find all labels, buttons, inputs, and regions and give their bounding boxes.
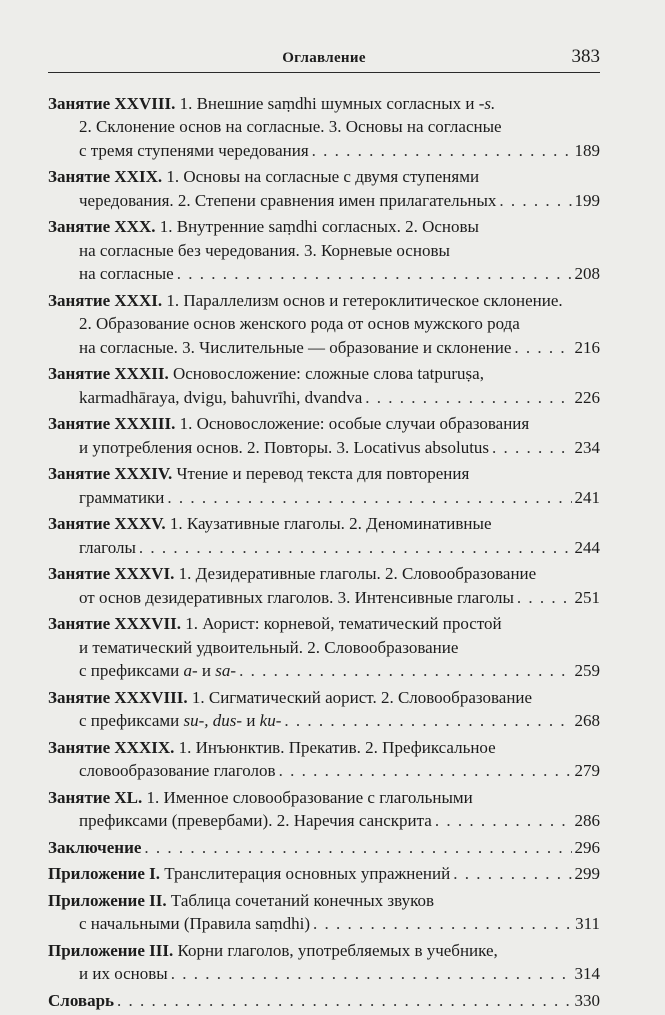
toc-entry[interactable] bbox=[48, 836, 600, 859]
toc-entry-page: 314 bbox=[574, 964, 600, 984]
dot-leader bbox=[171, 962, 572, 985]
toc-entry[interactable]: Занятие XXVIII. 1. Внешние saṃdhi шумных согласных и -s. 2. Склонение основ на согласные. 3. Основы на согласные с тремя ступенями чередования . . . 189 bbox=[48, 92, 600, 162]
toc-entry[interactable]: Приложение II. Таблица сочетаний конечных звуков с начальными (Правила saṃdhi) . . . 311 bbox=[48, 889, 600, 936]
toc-entry[interactable]: Занятие XXXII. Основосложение: сложные слова tatpuruṣa, karmadhāraya, dvigu, bahuvrīhi, dvandva . . . 226 bbox=[48, 362, 600, 409]
toc-entry-label: Приложение II. bbox=[48, 890, 167, 910]
toc-entry[interactable]: Занятие XXIX. 1. Основы на согласные с двумя ступенями чередования. 2. Степени сравнения имен прилагательных . . . 199 bbox=[48, 165, 600, 212]
toc-entry-label: Занятие XXX. bbox=[48, 217, 156, 237]
toc-entry-label: Занятие XXXIII. bbox=[48, 414, 176, 434]
toc-entry-label: Занятие XXXVI. bbox=[48, 564, 175, 584]
toc-entry-label: Занятие XXXIV. bbox=[48, 464, 173, 484]
toc-entry-label: Занятие XXIX. bbox=[48, 167, 163, 187]
toc-entry-page: 216 bbox=[574, 337, 600, 357]
toc-entry-page: 251 bbox=[574, 587, 600, 607]
toc-entry[interactable]: Занятие XXXVI. 1. Дезидеративные глаголы. 2. Словообразование от основ дезидеративных глаголов. 3. Интенсивные глаголы . . . 251 bbox=[48, 562, 600, 609]
dot-leader bbox=[435, 809, 572, 832]
toc-entry-label: Занятие XL. bbox=[48, 787, 143, 807]
toc-entry[interactable]: Занятие XL. 1. Именное словообразование с глагольными префиксами (превербами). 2. Наречия санскрита . . . 286 bbox=[48, 786, 600, 833]
dot-leader bbox=[499, 189, 571, 212]
dot-leader bbox=[313, 912, 572, 935]
dot-leader bbox=[284, 709, 571, 732]
toc-entry-page: 208 bbox=[574, 264, 600, 284]
toc-entry-label: Занятие XXVIII. bbox=[48, 94, 176, 113]
toc-entry[interactable] bbox=[48, 989, 600, 1012]
toc-entry-label: Занятие XXXVII. bbox=[48, 614, 181, 634]
toc-entry-page: 259 bbox=[574, 661, 600, 681]
toc-entry[interactable]: Занятие XXX. 1. Внутренние saṃdhi согласных. 2. Основы на согласные без чередования. 3. Корневые основы на согласные . . . 208 bbox=[48, 215, 600, 285]
toc-entry[interactable]: Занятие XXXIX. 1. Инъюнктив. Прекатив. 2. Префиксальное словообразование глаголов . . . 279 bbox=[48, 736, 600, 783]
toc-entry-page: 330 bbox=[574, 990, 600, 1010]
dot-leader bbox=[514, 336, 571, 359]
toc-entry-label: Занятие XXXI. bbox=[48, 290, 163, 310]
toc-entry-page: 311 bbox=[575, 914, 600, 934]
toc-entry-label: Занятие XXXVIII. bbox=[48, 687, 188, 707]
toc-entry-page: 279 bbox=[574, 761, 600, 781]
toc-entry-label: Занятие XXXV. bbox=[48, 514, 166, 534]
toc-entry-page: 226 bbox=[574, 387, 600, 407]
page-header bbox=[48, 38, 600, 73]
running-title: Оглавление bbox=[282, 50, 366, 66]
dot-leader bbox=[144, 836, 571, 859]
toc-entry-label: Приложение I. bbox=[48, 864, 160, 884]
toc-entry-page: 234 bbox=[574, 437, 600, 457]
toc-entry-page: 189 bbox=[574, 140, 600, 160]
toc-entry-page: 299 bbox=[574, 864, 600, 884]
toc-entry-page: 241 bbox=[574, 487, 600, 507]
toc-entry-page: 296 bbox=[574, 837, 600, 857]
dot-leader bbox=[312, 139, 572, 162]
toc-entry-label: Приложение III. bbox=[48, 940, 174, 960]
toc-entry-label: Словарь bbox=[48, 990, 115, 1010]
toc-entry[interactable]: Занятие XXXIV. Чтение и перевод текста для повторения грамматики . . . 241 bbox=[48, 462, 600, 509]
toc-entry-label: Заключение bbox=[48, 837, 142, 857]
toc-entry-label: Занятие XXXII. bbox=[48, 364, 169, 384]
toc-entry[interactable]: Занятие XXXVII. 1. Аорист: корневой, тематический простой и тематический удвоительный. 2. Словообразование с префиксами a- и sa- . . . 259 bbox=[48, 612, 600, 682]
page-number: 383 bbox=[571, 46, 600, 67]
dot-leader bbox=[365, 386, 571, 409]
toc-entry[interactable]: Приложение I. Транслитерация основных упражнений . . . 299 bbox=[48, 862, 600, 885]
toc-entry[interactable]: Приложение III. Корни глаголов, употребляемых в учебнике, и их основы . . . 314 bbox=[48, 939, 600, 986]
dot-leader bbox=[517, 586, 572, 609]
dot-leader bbox=[177, 262, 572, 285]
dot-leader bbox=[279, 759, 572, 782]
toc-entry[interactable]: Занятие XXXI. 1. Параллелизм основ и гетероклитическое склонение. 2. Образование основ женского рода от основ мужского рода на согласные. 3. Числительные — образование и склонение . . . 216 bbox=[48, 289, 600, 359]
dot-leader bbox=[239, 659, 571, 682]
toc-entry[interactable]: Занятие XXXVIII. 1. Сигматический аорист. 2. Словообразование с префиксами su-, dus- и ku- . . . 268 bbox=[48, 686, 600, 733]
toc-entry-label: Занятие XXXIX. bbox=[48, 737, 175, 757]
toc-entry-page: 199 bbox=[574, 190, 600, 210]
dot-leader bbox=[167, 486, 571, 509]
dot-leader bbox=[139, 536, 572, 559]
dot-leader bbox=[453, 862, 571, 885]
toc-entry[interactable]: Занятие XXXIII. 1. Основосложение: особые случаи образования и употребления основ. 2. Повторы. 3. Locativus absolutus . . . 234 bbox=[48, 412, 600, 459]
toc-entry-page: 268 bbox=[574, 711, 600, 731]
toc-entry-page: 244 bbox=[574, 537, 600, 557]
table-of-contents bbox=[48, 92, 600, 1015]
toc-entry-page: 286 bbox=[574, 811, 600, 831]
toc-entry[interactable]: Занятие XXXV. 1. Каузативные глаголы. 2. Деноминативные глаголы . . . 244 bbox=[48, 512, 600, 559]
dot-leader bbox=[492, 436, 571, 459]
dot-leader bbox=[117, 989, 571, 1012]
